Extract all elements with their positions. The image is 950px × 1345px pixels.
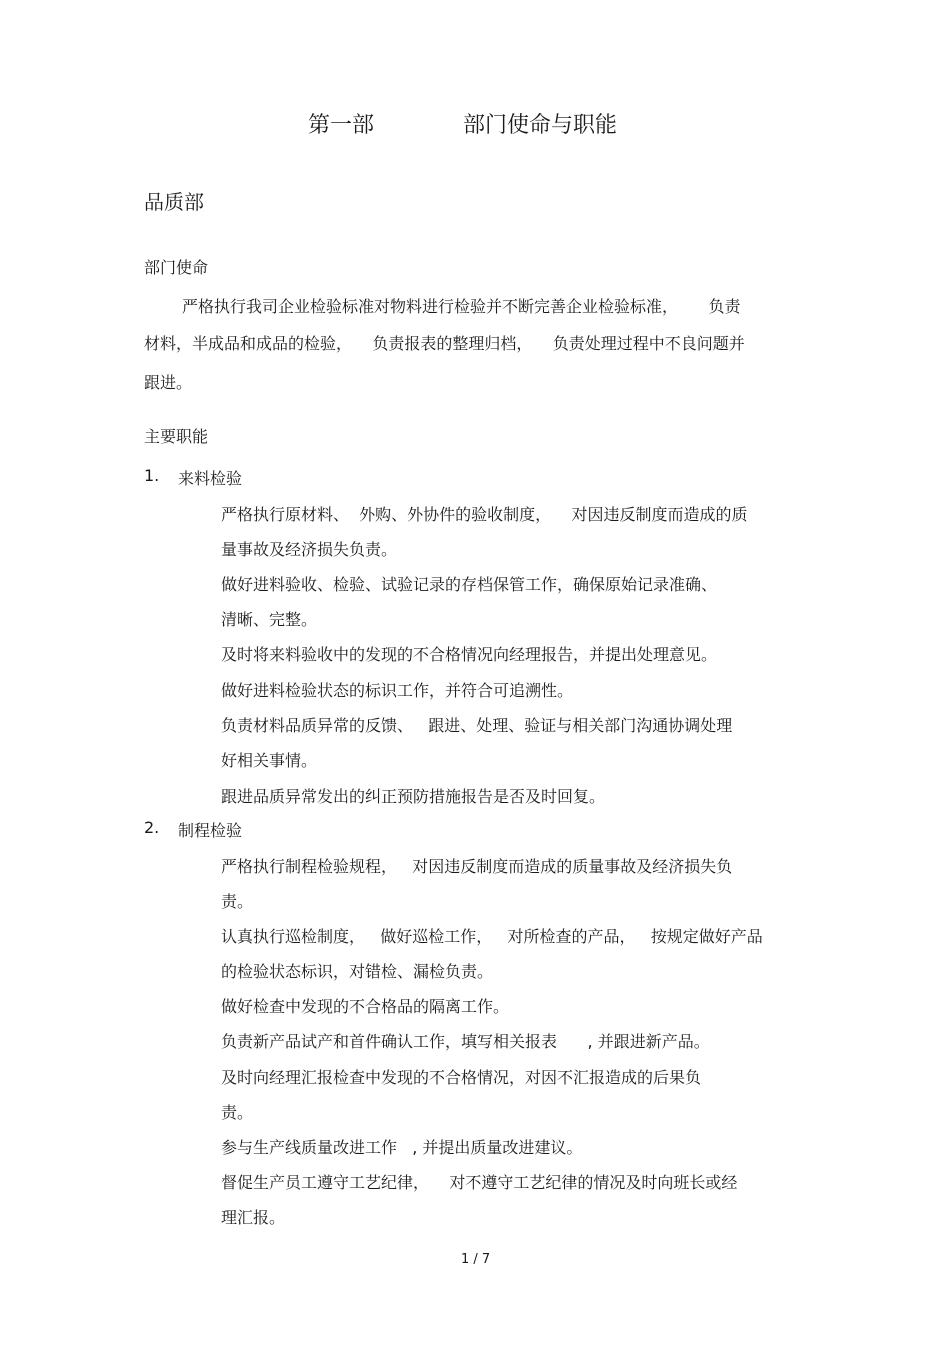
duty-line: 做好进料验收、检验、试验记录的存档保管工作，确保原始记录准确、 <box>221 575 718 594</box>
duty-line: 跟进品质异常发出的纠正预防措施报告是否及时回复。 <box>221 787 606 806</box>
duties-heading: 主要职能 <box>144 427 209 446</box>
title-part: 第一部 <box>308 113 375 138</box>
list-number: 1. <box>144 466 160 485</box>
mission-line: 严格执行我司企业检验标准对物料进行检验并不断完善企业检验标准， 负责 <box>182 297 741 316</box>
mission-line: 跟进。 <box>144 373 193 392</box>
duty-line: 负责新产品试产和首件确认工作，填写相关报表 , 并跟进新产品。 <box>221 1032 710 1051</box>
duty-line: 做好进料检验状态的标识工作，并符合可追溯性。 <box>221 681 574 700</box>
duty-line: 参与生产线质量改进工作 , 并提出质量改进建议。 <box>221 1138 583 1157</box>
duty-line: 的检验状态标识，对错检、漏检负责。 <box>221 962 494 981</box>
duty-line: 清晰、完整。 <box>221 610 318 629</box>
duty-line: 量事故及经济损失负责。 <box>221 540 398 559</box>
duty-line: 严格执行原材料、 外购、外协件的验收制度， 对因违反制度而造成的质 <box>221 505 748 524</box>
duty-line: 好相关事情。 <box>221 751 318 770</box>
list-number: 2. <box>144 818 160 837</box>
page-number: 1 / 7 <box>461 1252 491 1267</box>
duty-line: 认真执行巡检制度， 做好巡检工作， 对所检查的产品， 按规定做好产品 <box>221 927 763 946</box>
duty-line: 及时将来料验收中的发现的不合格情况向经理报告，并提出处理意见。 <box>221 645 718 664</box>
duty-line: 责。 <box>221 892 254 911</box>
duty-line: 负责材料品质异常的反馈、 跟进、处理、验证与相关部门沟通协调处理 <box>221 716 733 735</box>
duty-line: 及时向经理汇报检查中发现的不合格情况，对因不汇报造成的后果负 <box>221 1068 702 1087</box>
duty-line: 责。 <box>221 1103 254 1122</box>
section-heading: 品质部 <box>144 190 204 214</box>
mission-line: 材料，半成品和成品的检验， 负责报表的整理归档， 负责处理过程中不良问题并 <box>144 334 745 353</box>
page-title: 部门使命与职能 <box>463 113 618 138</box>
duty-line: 理汇报。 <box>221 1208 286 1227</box>
list-title: 制程检验 <box>178 821 243 840</box>
mission-heading: 部门使命 <box>144 258 209 277</box>
list-title: 来料检验 <box>178 469 243 488</box>
duty-line: 严格执行制程检验规程， 对因违反制度而造成的质量事故及经济损失负 <box>221 857 733 876</box>
duty-line: 督促生产员工遵守工艺纪律， 对不遵守工艺纪律的情况及时向班长或经 <box>221 1173 738 1192</box>
duty-line: 做好检查中发现的不合格品的隔离工作。 <box>221 997 510 1016</box>
